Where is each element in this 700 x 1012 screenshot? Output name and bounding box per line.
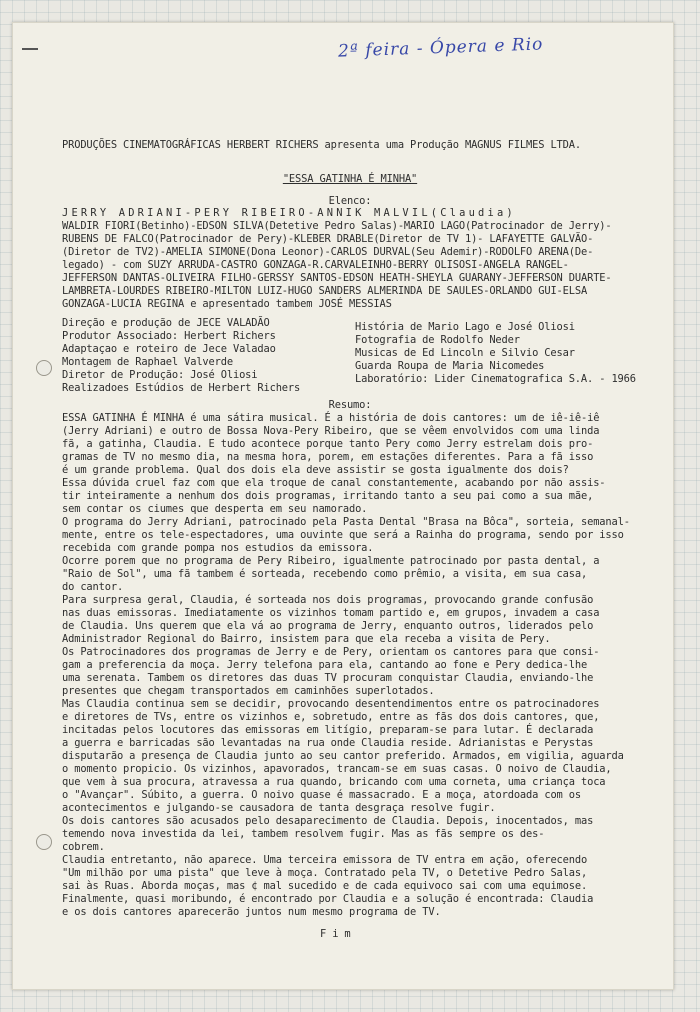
- punch-hole: [36, 360, 52, 376]
- summary-line: "Raio de Sol", uma fã tambem é sorteada, recebendo como prêmio, a visita, em sua casa,: [62, 568, 588, 580]
- credit-line: Realizadoes Estúdios de Herbert Richers: [62, 382, 301, 394]
- summary-line: e os dois cantores aparecerão juntos num mesmo programa de TV.: [62, 906, 441, 918]
- summary-line: Claudia entretanto, não aparece. Uma terceira emissora de TV entra em ação, oferecendo: [62, 854, 588, 866]
- credit-line: História de Mario Lago e José Oliosi: [355, 321, 575, 333]
- summary-line: a guerra e barricadas são levantadas na rua onde Claudia reside. Adrianistas e Perystas: [62, 737, 594, 749]
- cast-line: RUBENS DE FALCO(Patrocinador de Pery)-KLEBER DRABLE(Diretor de TV 1)- LAFAYETTE GALVÃO-: [62, 233, 594, 245]
- summary-line: disputarão a presença de Claudia junto ao seu cantor preferido. Armados, em vigilia, aguarda: [62, 750, 624, 762]
- summary-line: é um grande problema. Qual dos dois ela deve assistir se gosta igualmente dos dois?: [62, 464, 569, 476]
- summary-line: e diretores de TVs, entre os vizinhos e, sobretudo, entre as fãs dos dois cantores, que,: [62, 711, 600, 723]
- cast-line: JERRY ADRIANI-PERY RIBEIRO-ANNIK MALVIL(Claudia): [62, 207, 516, 219]
- summary-line: Para surpresa geral, Claudia, é sorteada nos dois programas, provocando grande confusão: [62, 594, 594, 606]
- margin-mark: [22, 48, 38, 50]
- summary-line: Finalmente, quasi moribundo, é encontrado por Claudia e a solução é encontrada: Claudia: [62, 893, 594, 905]
- credit-line: Adaptaçao e roteiro de Jece Valadao: [62, 343, 276, 355]
- summary-line: presentes que chegam transportados em caminhões superlotados.: [62, 685, 435, 697]
- summary-line: Os dois cantores são acusados pelo desaparecimento de Claudia. Depois, inocentados, mas: [62, 815, 594, 827]
- summary-line: gam a preferencia da moça. Jerry telefona para ela, cantando ao fone e Pery dedica-lhe: [62, 659, 588, 671]
- summary-line: ESSA GATINHA É MINHA é uma sátira musical. É a história de dois cantores: um de iê-iê-iê: [62, 412, 600, 424]
- cast-line: JEFFERSON DANTAS-OLIVEIRA FILHO-GERSSY SANTOS-EDSON HEATH-SHEYLA GUARANY-JEFFERSON DUARTE-: [62, 272, 612, 284]
- summary-line: de Claudia. Uns querem que ela vá ao programa de Jerry, enquanto outros, liderados pelo: [62, 620, 594, 632]
- summary-line: O programa do Jerry Adriani, patrocinado pela Pasta Dental "Brasa na Bôca", sorteia, semanal-: [62, 516, 630, 528]
- summary-line: cobrem.: [62, 841, 105, 853]
- summary-line: recebida com grande pompa nos estudios da emissora.: [62, 542, 374, 554]
- summary-line: incitadas pelos locutores das emissoras em litígio, preparam-se para lutar. É declarada: [62, 724, 594, 736]
- credit-line: Musicas de Ed Lincoln e Silvio Cesar: [355, 347, 575, 359]
- summary-line: nas duas emissoras. Imediatamente os vizinhos tomam partido e, em grupos, invadem a casa: [62, 607, 600, 619]
- summary-line: Os Patrocinadores dos programas de Jerry e de Pery, orientam os cantores para que consi-: [62, 646, 600, 658]
- cast-line: (Diretor de TV2)-AMELIA SIMONE(Dona Leonor)-CARLOS DURVAL(Seu Ademir)-RODOLFO ARENA(De-: [62, 246, 594, 258]
- film-title: "ESSA GATINHA É MINHA": [282, 173, 418, 185]
- summary-line: o "Avançar". Súbito, a guerra. O noivo quase é massacrado. E a moça, atordoada com os: [62, 789, 581, 801]
- credit-line: Montagem de Raphael Valverde: [62, 356, 233, 368]
- credit-line: Laboratório: Lider Cinematografica S.A. - 1966: [355, 373, 636, 385]
- summary-line: Essa dúvida cruel faz com que ela troque de canal constantemente, acabando por não assis-: [62, 477, 606, 489]
- summary-line: "Um milhão por uma pista" que leve à moça. Contratado pela TV, o Detetive Pedro Salas,: [62, 867, 588, 879]
- end-text: F i m: [320, 928, 351, 940]
- summary-heading: Resumo:: [328, 399, 372, 411]
- cast-heading: Elenco:: [328, 195, 372, 207]
- credit-line: Direção e produção de JECE VALADÃO: [62, 317, 270, 329]
- punch-hole: [36, 834, 52, 850]
- summary-line: tir inteiramente a nenhum dos dois programas, irritando tanto a seu pai como a sua mãe,: [62, 490, 594, 502]
- summary-line: Mas Claudia continua sem se decidir, provocando desentendimentos entre os patrocinadores: [62, 698, 600, 710]
- summary-line: o momento propicio. Os vizinhos, apavorados, trancam-se em suas casas. O noivo de Claudia,: [62, 763, 612, 775]
- handwritten-note: 2ª feira - Ópera e Rio: [337, 34, 544, 62]
- summary-line: uma serenata. Tambem os diretores das duas TV procuram conquistar Claudia, enviando-lhe: [62, 672, 594, 684]
- credit-line: Guarda Roupa de Maria Nicomedes: [355, 360, 545, 372]
- cast-line: legado) - com SUZY ARRUDA-CASTRO GONZAGA-R.CARVALEINHO-BERRY OLISOSI-ANGELA RANGEL-: [62, 259, 569, 271]
- cast-line: WALDIR FIORI(Betinho)-EDSON SILVA(Detetive Pedro Salas)-MARIO LAGO(Patrocinador de Jerry)-: [62, 220, 612, 232]
- summary-line: mente, entre os tele-espectadores, uma ouvinte que será a Rainha do programa, sendo por isso: [62, 529, 624, 541]
- production-header: PRODUÇÕES CINEMATOGRÁFICAS HERBERT RICHERS apresenta uma Produção MAGNUS FILMES LTDA.: [62, 139, 581, 151]
- summary-line: (Jerry Adriani) e outro de Bossa Nova-Pery Ribeiro, que se vêem envolvidos com uma linda: [62, 425, 600, 437]
- summary-line: gramas de TV no mesmo dia, na mesma hora, porem, em estações diferentes. Para a fã isso: [62, 451, 594, 463]
- summary-line: Ocorre porem que no programa de Pery Ribeiro, igualmente patrocinado por pasta dental, a: [62, 555, 600, 567]
- summary-line: que vem à sua procura, atravessa a rua quando, bricando com uma corneta, uma criança toca: [62, 776, 606, 788]
- credit-line: Fotografia de Rodolfo Neder: [355, 334, 520, 346]
- credit-line: Produtor Associado: Herbert Richers: [62, 330, 276, 342]
- summary-line: sem contar os ciumes que desperta em seu namorado.: [62, 503, 368, 515]
- summary-line: temendo nova investida da lei, tambem resolvem fugir. Mas as fãs sempre os des-: [62, 828, 545, 840]
- summary-line: Administrador Regional do Bairro, insistem para que ela receba a visita de Pery.: [62, 633, 551, 645]
- summary-line: do cantor.: [62, 581, 124, 593]
- summary-line: fã, a gatinha, Claudia. E tudo acontece porque tanto Pery como Jerry estrelam dois pro-: [62, 438, 594, 450]
- cast-line: LAMBRETA-LOURDES RIBEIRO-MILTON LUIZ-HUGO SANDERS ALMERINDA DE SAULES-ORLANDO GUI-ELSA: [62, 285, 588, 297]
- cast-line: GONZAGA-LUCIA REGINA e apresentado tambem JOSÉ MESSIAS: [62, 298, 392, 310]
- summary-line: acontecimentos e julgando-se causadora de tanta desgraça resolve fugir.: [62, 802, 496, 814]
- credit-line: Diretor de Produção: José Oliosi: [62, 369, 258, 381]
- summary-line: sai às Ruas. Aborda moças, mas ¢ mal sucedido e de cada equivoco sai com uma equimose.: [62, 880, 588, 892]
